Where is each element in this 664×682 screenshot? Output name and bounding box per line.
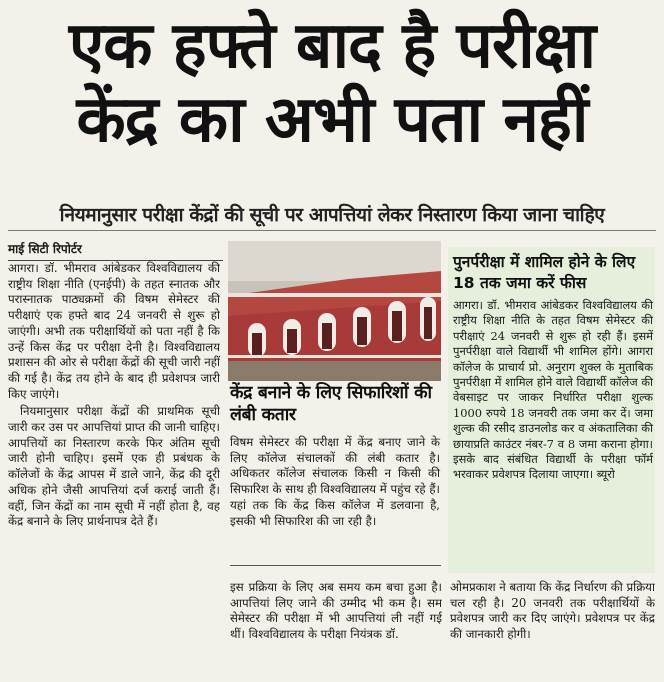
mid-divider bbox=[230, 565, 441, 566]
article-paragraph-2: नियमानुसार परीक्षा केंद्रों की प्राथमिक सूची जारी कर उस पर आपत्तियां प्राप्त की जानी चाहिए। आपत्तियों का निस्तारण करके फिर अंतिम सूची जारी होनी चाहिए। इसमें एक ही प्रबंधक के कॉलेजों के केंद्र आपस में डाले जाने, केंद्र की दूरी अधिक होने जैसी आपत्तियां दर्ज कराई जाती हैं। वहीं, जिन केंद्रों का नाम सूची में नहीं होता है, वह केंद्र बनाने के लिए प्रार्थनापत्र देते हैं। bbox=[8, 404, 220, 529]
mid-article-body: विषम सेमेस्टर की परीक्षा में केंद्र बनाए जाने के लिए कॉलेज संचालकों की लंबी कतार है। अधिकतर कॉलेज संचालक किसी न किसी की सिफारिश के साथ ही विश्वविद्यालय में पहुंच रहे हैं। यहां तक कि केंद्र किस कॉलेज में डलवाना है, इसकी भी सिफारिश की जा रही है। bbox=[230, 435, 440, 528]
article-paragraph-1: आगरा। डॉ. भीमराव आंबेडकर विश्वविद्यालय की राष्ट्रीय शिक्षा नीति (एनईपी) के तहत स्नातक और परास्नातक पाठ्यक्रमों की विषम सेमेस्टर की परीक्षाएं एक हफ्ते बाद 24 जनवरी से शुरू हो जाएंगी। अभी तक परीक्षार्थियों को पता नहीं है कि उन्हें किस केंद्र पर परीक्षा देनी है। विश्वविद्यालय प्रशासन की ओर से परीक्षा केंद्रों की सूची जारी नहीं की गई है। केंद्र तय होने के बाद ही प्रवेशपत्र जारी किए जाएंगे। bbox=[8, 261, 220, 401]
divider bbox=[8, 230, 656, 231]
mid-article-heading: केंद्र बनाने के लिए सिफारिशों की लंबी कतार bbox=[230, 383, 432, 425]
article-continued-column-3: ओमप्रकाश ने बताया कि केंद्र निर्धारण की प्रक्रिया चल रही है। 20 जनवरी तक परीक्षार्थियों के प्रवेशपत्र जारी कर दिए जाएंगे। प्रवेशपत्र पर केंद्र की जानकारी होगी। bbox=[450, 580, 655, 642]
college-building-photo bbox=[228, 241, 441, 381]
headline-line-1: एक हफ्ते बाद है परीक्षा bbox=[68, 9, 596, 83]
sidebar-box-body: आगरा। डॉ. भीमराव आंबेडकर विश्वविद्यालय की राष्ट्रीय शिक्षा नीति के तहत विषम सेमेस्टर की परीक्षाएं 24 जनवरी से शुरू हो रही हैं। इसमें पुनर्परीक्षा वाले विद्यार्थी भी शामिल होंगे। आगरा कॉलेज के प्राचार्य प्रो. अनुराग शुक्ल के मुताबिक पुनर्परीक्षा में शामिल होने वाले विद्यार्थी कॉलेज की वेबसाइट पर जाकर निर्धारित परीक्षा शुल्क 1000 रुपये 18 जनवरी तक जमा कर दें। जमा शुल्क की रसीद डाउनलोड कर व अंकतालिका की छायाप्रति काउंटर नंबर-7 व 8 जमा कराना होगा। इसके बाद संबंधित विद्यार्थी के परीक्षा फॉर्म भरवाकर प्रवेशपत्र दिलाया जाएगा। ब्यूरो bbox=[453, 298, 653, 482]
article-column-1 bbox=[8, 261, 220, 679]
sidebar-box-heading: पुनर्परीक्षा में शामिल होने के लिए 18 तक जमा करें फीस bbox=[453, 253, 636, 292]
building-illustration bbox=[228, 241, 441, 381]
reporter-byline: माई सिटी रिपोर्टर bbox=[8, 240, 223, 261]
headline-line-2: केंद्र का अभी पता नहीं bbox=[76, 83, 588, 157]
article-continued-column-2: इस प्रक्रिया के लिए अब समय कम बचा हुआ है। आपत्तियां लिए जाने की उम्मीद भी कम है। सम सेमेस्टर की परीक्षा में भी आपत्तियां ली नहीं गई थीं। विश्वविद्यालय के परीक्षा नियंत्रक डॉ. bbox=[230, 580, 442, 642]
subheadline: नियमानुसार परीक्षा केंद्रों की सूची पर आपत्तियां लेकर निस्तारण किया जाना चाहिए bbox=[59, 204, 605, 226]
